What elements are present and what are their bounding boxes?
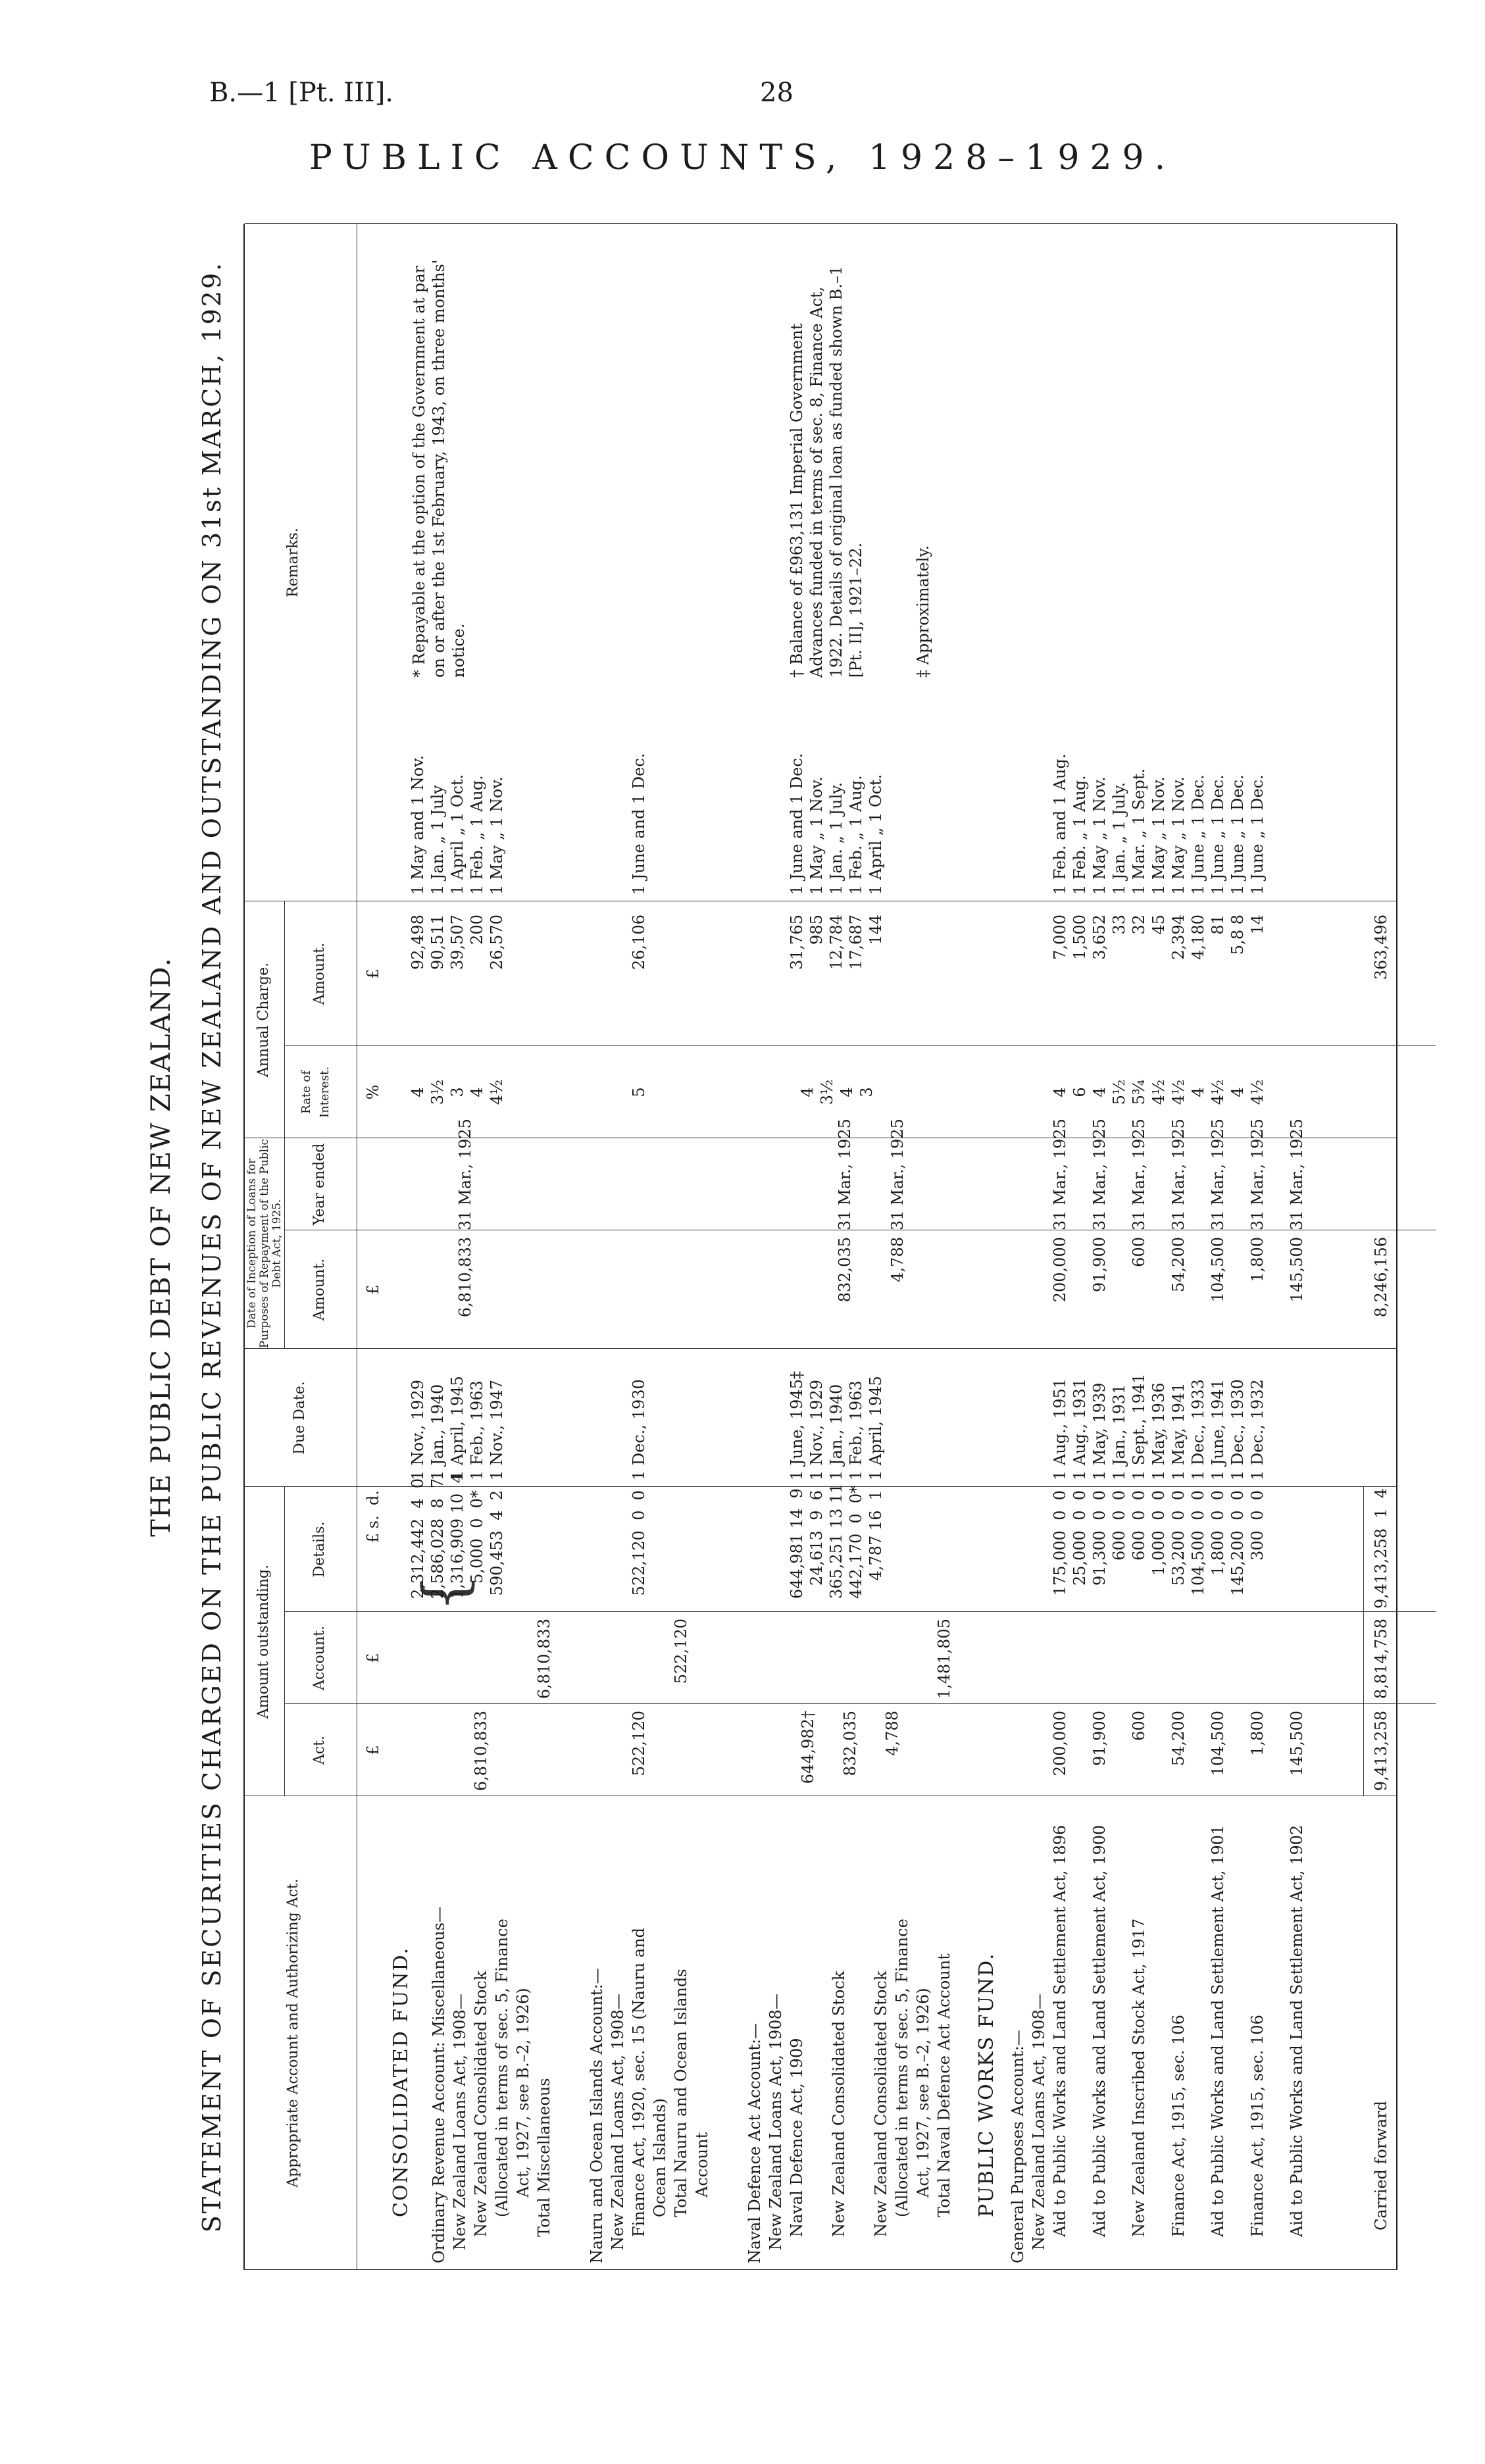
naval-charge-entry: 985 <box>807 915 826 945</box>
naval-charge-entry: 31,765 <box>788 915 806 970</box>
naval-rate-list <box>797 1046 876 1138</box>
naval-charge-entry: 144 <box>867 915 885 945</box>
naval-when-list <box>787 753 886 895</box>
nauru-act: New Zealand Loans Act, 1908— <box>609 1994 627 2250</box>
carried-act: 9,413,258 <box>1372 1711 1390 1792</box>
naval-charge-entry: 12,784 <box>827 915 845 970</box>
unit-charge: £ <box>364 968 382 979</box>
misc-brace: { <box>411 1574 480 1612</box>
gp-year-list <box>1050 1119 1326 1230</box>
unit-incep: £ <box>364 1284 382 1295</box>
gp-due-entry: 1 May, 1939 <box>1090 1382 1109 1480</box>
gp-detail-entry: 175,000 0 0 <box>1051 1490 1069 1596</box>
naval-due-entry: 1 June, 1945‡ <box>788 1371 806 1480</box>
rotated-table-region <box>138 224 1395 2270</box>
nauru-heading: Nauru and Ocean Islands Account:— <box>588 1968 606 2263</box>
misc-charge-entry: 39,507 <box>448 915 466 970</box>
naval-detail-entry: 24,613 9 6 <box>807 1490 826 1586</box>
header-appropriate: Appropriate Account and Authorizing Act. <box>285 1878 301 2188</box>
naval-charge-list <box>787 915 886 1046</box>
unit-account: £ <box>364 1653 382 1663</box>
gp-when-list <box>1050 754 1267 895</box>
misc-detail-entry: 590,453 4 2 <box>488 1490 506 1596</box>
naval-act: New Zealand Loans Act, 1908— <box>767 1994 785 2250</box>
naval-total: Total Naval Defence Act Account <box>935 1953 953 2217</box>
gp-when-entry: 1 May „ 1 Nov. <box>1149 776 1168 895</box>
naval-rate-entry: 4 <box>798 1087 817 1097</box>
rule-amount-outstanding <box>284 1487 285 1796</box>
rule-annual-charge <box>284 901 285 1138</box>
misc-total: Total Miscellaneous <box>535 2078 553 2237</box>
misc-detail-entry: 2,586,028 8 7 <box>428 1478 447 1599</box>
gp-year-entry: 31 Mar., 1925 <box>1169 1119 1188 1230</box>
naval-alloc-2: Act, 1927, see B.–2, 1926) <box>914 1988 932 2198</box>
header-year-ended: Year ended <box>311 1143 328 1226</box>
gp-incep-entry: 600 <box>1130 1237 1148 1267</box>
gp-due-entry: 1 Dec., 1932 <box>1248 1379 1267 1480</box>
gp-charge-entry: 81 <box>1209 915 1227 935</box>
header-remarks: Remarks. <box>285 528 301 597</box>
naval-when-entry: 1 May „ 1 Nov. <box>807 776 826 895</box>
gp-act-amount-entry: 54,200 <box>1169 1711 1188 1766</box>
misc-rate-list <box>408 1046 507 1138</box>
naval-act-amount-entry: 644,982† <box>799 1711 817 1784</box>
naval-detail-entry: 442,170 0 0* <box>847 1485 865 1599</box>
gp-rate-entry: 4½ <box>1149 1079 1168 1105</box>
naval-act-amount-list <box>787 1711 913 1796</box>
gp-due-entry: 1 Jan., 1931 <box>1110 1384 1128 1480</box>
gp-act-amount-entry: 91,900 <box>1090 1711 1109 1766</box>
header-account: Account. <box>311 1626 328 1690</box>
gp-due-entry: 1 Dec., 1930 <box>1228 1379 1247 1480</box>
gp-due-entry: 1 Sept., 1941 <box>1130 1373 1148 1480</box>
naval-remark-1: † Balance of £963,131 Imperial Government Advances funded in terms of sec. 8, Finance Act, 1922. Details of original loan as funded shown B.–1 [Pt. II], 1921–22. <box>788 265 865 678</box>
gp-charge-entry: 2,394 <box>1169 915 1188 960</box>
gp-act: New Zealand Loans Act, 1908— <box>1030 1994 1048 2250</box>
gp-item-list <box>1050 1816 1326 2237</box>
naval-stock: New Zealand Consolidated Stock <box>830 1971 848 2237</box>
gp-year-entry: 31 Mar., 1925 <box>1209 1119 1227 1230</box>
rule-total <box>1363 1487 1364 1796</box>
gp-act-amount-entry: 600 <box>1130 1711 1148 1741</box>
gp-incep-entry: 104,500 <box>1209 1237 1227 1303</box>
nauru-finance-1: Finance Act, 1920, sec. 15 (Nauru and <box>630 1927 648 2237</box>
misc-charge-list <box>408 915 507 1046</box>
gp-act-amount-entry: 1,800 <box>1248 1711 1267 1756</box>
naval-detail-entry: 365,251 13 11 <box>827 1483 845 1599</box>
misc-act-amount: 6,810,833 <box>472 1711 490 1792</box>
carried-charge: 363,496 <box>1372 915 1390 980</box>
gp-item-entry: Aid to Public Works and Land Settlement Act, 1902 <box>1288 1824 1306 2237</box>
misc-alloc-1: (Allocated in terms of sec. 5, Finance <box>493 1919 511 2217</box>
gp-when-entry: 1 May „ 1 Nov. <box>1090 776 1109 895</box>
unit-rate: % <box>364 1084 382 1100</box>
gp-when-entry: 1 June „ 1 Dec. <box>1209 774 1227 895</box>
misc-incep-amount: 6,810,833 <box>456 1237 474 1318</box>
naval-stock-2: New Zealand Consolidated Stock <box>872 1971 890 2237</box>
misc-rate-entry: 3½ <box>428 1079 447 1105</box>
naval-when-entry: 1 Feb. „ 1 Aug. <box>847 775 865 895</box>
header-act: Act. <box>311 1735 328 1765</box>
misc-due-entry: 1 Feb., 1963 <box>468 1380 486 1480</box>
section-consolidated: CONSOLIDATED FUND. <box>390 1946 413 2217</box>
gp-detail-entry: 25,000 0 0 <box>1070 1490 1089 1586</box>
gp-when-entry: 1 Jan. „ 1 July. <box>1110 782 1128 895</box>
naval-incep-list <box>818 1237 924 1349</box>
misc-account-amount: 6,810,833 <box>535 1619 553 1699</box>
naval-year-entry: 31 Mar., 1925 <box>836 1119 854 1230</box>
misc-due-entry: 1 Nov., 1947 <box>488 1379 506 1480</box>
naval-details-list <box>787 1483 886 1599</box>
naval-year-entry: 31 Mar., 1925 <box>888 1119 907 1230</box>
misc-act: New Zealand Loans Act, 1908— <box>451 1994 469 2250</box>
header-inception-amount: Amount. <box>311 1258 328 1321</box>
gp-year-entry: 31 Mar., 1925 <box>1090 1119 1109 1230</box>
section-public-works: PUBLIC WORKS FUND. <box>975 1952 998 2217</box>
gp-due-entry: 1 Aug., 1951 <box>1051 1378 1069 1480</box>
nauru-details: 522,120 0 0 <box>630 1490 648 1596</box>
misc-rate-entry: 4½ <box>488 1079 506 1105</box>
nauru-due: 1 Dec., 1930 <box>630 1379 648 1480</box>
gp-year-entry: 31 Mar., 1925 <box>1248 1119 1267 1230</box>
naval-rate-entry: 4 <box>838 1087 856 1097</box>
nauru-when: 1 June and 1 Dec. <box>630 753 648 895</box>
naval-heading: Naval Defence Act Account:— <box>745 2023 764 2263</box>
gp-when-entry: 1 Feb. and 1 Aug. <box>1051 753 1069 895</box>
misc-charge-entry: 90,511 <box>428 915 447 970</box>
gp-incep-entry: 200,000 <box>1051 1237 1069 1303</box>
gp-incep-entry: 145,500 <box>1288 1237 1306 1303</box>
gp-incep-entry: 54,200 <box>1169 1237 1188 1292</box>
misc-remark: * Repayable at the option of the Government at par on or after the 1st February, 1943, on three months' notice. <box>410 259 468 678</box>
gp-act-amount-entry: 104,500 <box>1209 1711 1227 1776</box>
gp-charge-entry: 32 <box>1130 915 1148 935</box>
unit-act: £ <box>364 1745 382 1755</box>
naval-act-amount-entry: 4,788 <box>883 1711 901 1756</box>
gp-act-amount-list <box>1050 1711 1326 1796</box>
gp-due-entry: 1 Dec., 1933 <box>1189 1379 1207 1480</box>
gp-year-entry: 31 Mar., 1925 <box>1051 1119 1069 1230</box>
header-annual-charge: Annual Charge. <box>255 962 272 1078</box>
unit-details-sd: s. d. <box>364 1490 382 1529</box>
misc-rate-entry: 4 <box>409 1087 427 1097</box>
gp-charge-list <box>1050 915 1267 1046</box>
misc-heading: Ordinary Revenue Account: Miscellaneous— <box>430 1906 448 2263</box>
table-subtitle: STATEMENT OF SECURITIES CHARGED ON THE PUBLIC REVENUES OF NEW ZEALAND AND OUTSTANDING ON 31st MARCH, 1929. <box>197 261 226 2233</box>
gp-incep-list <box>1050 1237 1326 1349</box>
gp-rate-entry: 5¾ <box>1130 1079 1148 1105</box>
misc-charge-entry: 200 <box>468 915 486 945</box>
nauru-finance-2: Ocean Islands) <box>651 2098 669 2217</box>
nauru-total-2: Account <box>693 2132 711 2198</box>
running-title: PUBLIC ACCOUNTS, 1928–1929. <box>309 138 1176 178</box>
header-rate: Rate of Interest. <box>299 1066 332 1119</box>
naval-detail-entry: 4,787 16 1 <box>867 1490 885 1581</box>
naval-rate-entry: 3½ <box>818 1079 836 1105</box>
misc-charge-entry: 92,498 <box>409 915 427 970</box>
gp-charge-entry: 1,500 <box>1070 915 1089 960</box>
naval-detail-entry: 644,981 14 9 <box>788 1488 806 1599</box>
misc-year: 31 Mar., 1925 <box>456 1119 474 1230</box>
header-amount-outstanding: Amount outstanding. <box>255 1564 272 1719</box>
gp-due-list <box>1050 1373 1267 1480</box>
nauru-rate: 5 <box>630 1087 648 1097</box>
misc-when-entry: 1 Jan. „ 1 July <box>428 785 447 895</box>
misc-due-entry: 1 Jan., 1940 <box>428 1384 447 1480</box>
naval-account-amount: 1,481,805 <box>935 1619 953 1699</box>
naval-due-list <box>787 1371 886 1480</box>
misc-when-entry: 1 May and 1 Nov. <box>409 755 427 895</box>
gp-when-entry: 1 Feb. „ 1 Aug. <box>1070 775 1089 895</box>
naval-act-amount-entry: 832,035 <box>841 1711 859 1776</box>
gp-detail-entry: 600 0 0 <box>1130 1490 1148 1561</box>
gp-year-entry: 31 Mar., 1925 <box>1130 1119 1148 1230</box>
naval-due-entry: 1 Jan., 1940 <box>827 1384 845 1480</box>
header-ac-amount: Amount. <box>311 942 328 1005</box>
gp-item-entry: Aid to Public Works and Land Settlement Act, 1896 <box>1051 1824 1069 2237</box>
misc-when-entry: 1 May „ 1 Nov. <box>488 776 506 895</box>
gp-rate-entry: 4½ <box>1169 1079 1188 1105</box>
naval-due-entry: 1 April, 1945 <box>867 1376 885 1480</box>
gp-due-entry: 1 June, 1941 <box>1209 1379 1227 1480</box>
naval-rate-entry: 3 <box>857 1087 876 1097</box>
naval-incep-entry: 832,035 <box>836 1237 854 1303</box>
naval-remark-2: ‡ Approximately. <box>914 545 932 678</box>
unit-details: £ <box>364 1533 382 1544</box>
gp-rate-entry: 4 <box>1189 1087 1207 1097</box>
gp-charge-entry: 4,180 <box>1189 915 1207 960</box>
gp-when-entry: 1 Mar. „ 1 Sept. <box>1130 768 1148 895</box>
gp-when-entry: 1 June „ 1 Dec. <box>1228 774 1247 895</box>
gp-rate-entry: 4½ <box>1209 1079 1227 1105</box>
gp-charge-entry: 14 <box>1248 915 1267 935</box>
misc-detail-entry: 1,316,909 10 4 <box>448 1473 466 1599</box>
misc-alloc-2: Act, 1927, see B.–2, 1926) <box>514 1988 532 2198</box>
gp-rate-entry: 4½ <box>1248 1079 1267 1105</box>
gp-detail-entry: 91,300 0 0 <box>1090 1490 1109 1586</box>
gp-detail-entry: 53,200 0 0 <box>1169 1490 1188 1586</box>
page-reference: B.—1 [Pt. III]. <box>209 78 394 108</box>
misc-detail-entry: 2,312,442 4 0 <box>409 1478 427 1599</box>
naval-incep-entry: 4,788 <box>888 1237 907 1282</box>
gp-due-entry: 1 May, 1941 <box>1169 1382 1188 1480</box>
gp-detail-entry: 1,800 0 0 <box>1209 1490 1227 1576</box>
nauru-account-amount: 522,120 <box>672 1619 690 1684</box>
carried-account: 8,814,758 <box>1372 1619 1390 1699</box>
rule-inception <box>284 1138 285 1349</box>
gp-when-entry: 1 May „ 1 Nov. <box>1169 776 1188 895</box>
misc-due-list <box>408 1376 507 1480</box>
gp-due-entry: 1 May, 1936 <box>1149 1382 1168 1480</box>
naval-due-entry: 1 Nov., 1929 <box>807 1379 826 1480</box>
gp-detail-entry: 300 0 0 <box>1248 1490 1267 1561</box>
carried-incep: 8,246,156 <box>1372 1237 1390 1318</box>
gp-detail-entry: 600 0 0 <box>1110 1490 1128 1561</box>
gp-charge-entry: 45 <box>1149 915 1168 935</box>
gp-detail-entry: 145,200 0 0 <box>1228 1490 1247 1596</box>
misc-details-list <box>408 1473 507 1599</box>
header-details: Details. <box>311 1521 328 1578</box>
gp-item-entry: Aid to Public Works and Land Settlement Act, 1900 <box>1090 1824 1109 2237</box>
nauru-charge: 26,106 <box>630 915 648 970</box>
gp-incep-entry: 91,900 <box>1090 1237 1109 1292</box>
gp-when-entry: 1 June „ 1 Dec. <box>1248 774 1267 895</box>
misc-when-list <box>408 755 507 895</box>
carried-forward-label: Carried forward <box>1372 2101 1390 2230</box>
gp-due-entry: 1 Aug., 1931 <box>1070 1378 1089 1480</box>
gp-charge-entry: 7,000 <box>1051 915 1069 960</box>
nauru-act-amount: 522,120 <box>630 1711 648 1776</box>
header-due-date: Due Date. <box>291 1381 308 1455</box>
gp-when-entry: 1 June „ 1 Dec. <box>1189 774 1207 895</box>
gp-rate-entry: 4 <box>1228 1087 1247 1097</box>
gp-rate-entry: 4 <box>1051 1087 1069 1097</box>
misc-rate-entry: 4 <box>468 1087 486 1097</box>
gp-incep-entry: 1,800 <box>1248 1237 1267 1282</box>
gp-rate-entry: 6 <box>1070 1087 1089 1097</box>
naval-when-entry: 1 April „ 1 Oct. <box>867 774 885 895</box>
debt-table <box>243 224 1397 2270</box>
misc-when-entry: 1 Feb. „ 1 Aug. <box>468 775 486 895</box>
nauru-total-1: Total Nauru and Ocean Islands <box>672 1969 690 2217</box>
misc-due-entry: 1 Nov., 1929 <box>409 1379 427 1480</box>
misc-stock: New Zealand Consolidated Stock <box>472 1971 490 2237</box>
gp-item-entry: New Zealand Inscribed Stock Act, 1917 <box>1130 1918 1148 2237</box>
naval-charge-entry: 17,687 <box>847 915 865 970</box>
gp-rate-entry: 4 <box>1090 1087 1109 1097</box>
misc-when-entry: 1 April „ 1 Oct. <box>448 774 466 895</box>
gp-year-entry: 31 Mar., 1925 <box>1288 1119 1306 1230</box>
gp-charge-entry: 3,652 <box>1090 915 1109 960</box>
table-title: THE PUBLIC DEBT OF NEW ZEALAND. <box>146 957 176 1537</box>
gp-details-list <box>1050 1490 1267 1599</box>
naval-when-entry: 1 Jan. „ 1 July. <box>827 782 845 895</box>
carried-details: 9,413,258 1 4 <box>1372 1488 1390 1609</box>
gp-act-amount-entry: 145,500 <box>1288 1711 1306 1776</box>
misc-due-entry: 1 April, 1945 <box>448 1376 466 1480</box>
gp-detail-entry: 1,000 0 0 <box>1149 1490 1168 1576</box>
gp-act-amount-entry: 200,000 <box>1051 1711 1069 1776</box>
naval-1909: Naval Defence Act, 1909 <box>788 2038 806 2237</box>
page-number: 28 <box>760 78 793 108</box>
gp-heading: General Purposes Account:— <box>1009 2030 1027 2263</box>
naval-due-entry: 1 Feb., 1963 <box>847 1380 865 1480</box>
gp-detail-entry: 104,500 0 0 <box>1189 1490 1207 1596</box>
naval-year-list <box>818 1119 924 1230</box>
gp-item-entry: Aid to Public Works and Land Settlement Act, 1901 <box>1209 1824 1227 2237</box>
gp-item-entry: Finance Act, 1915, sec. 106 <box>1248 2015 1267 2237</box>
misc-charge-entry: 26,570 <box>488 915 506 970</box>
misc-detail-entry: 5,000 0 0* <box>468 1490 486 1584</box>
naval-when-entry: 1 June and 1 Dec. <box>788 753 806 895</box>
gp-rate-list <box>1050 1046 1267 1138</box>
gp-charge-entry: 5,8 8 <box>1228 915 1247 955</box>
naval-alloc-1: (Allocated in terms of sec. 5, Finance <box>893 1919 911 2217</box>
misc-rate-entry: 3 <box>448 1087 466 1097</box>
gp-charge-entry: 33 <box>1110 915 1128 935</box>
gp-item-entry: Finance Act, 1915, sec. 106 <box>1169 2015 1188 2237</box>
header-inception: Date of Inception of Loans for Purposes of Repayment of the Public Debt Act, 1925. <box>245 1138 284 1349</box>
gp-rate-entry: 5½ <box>1110 1079 1128 1105</box>
